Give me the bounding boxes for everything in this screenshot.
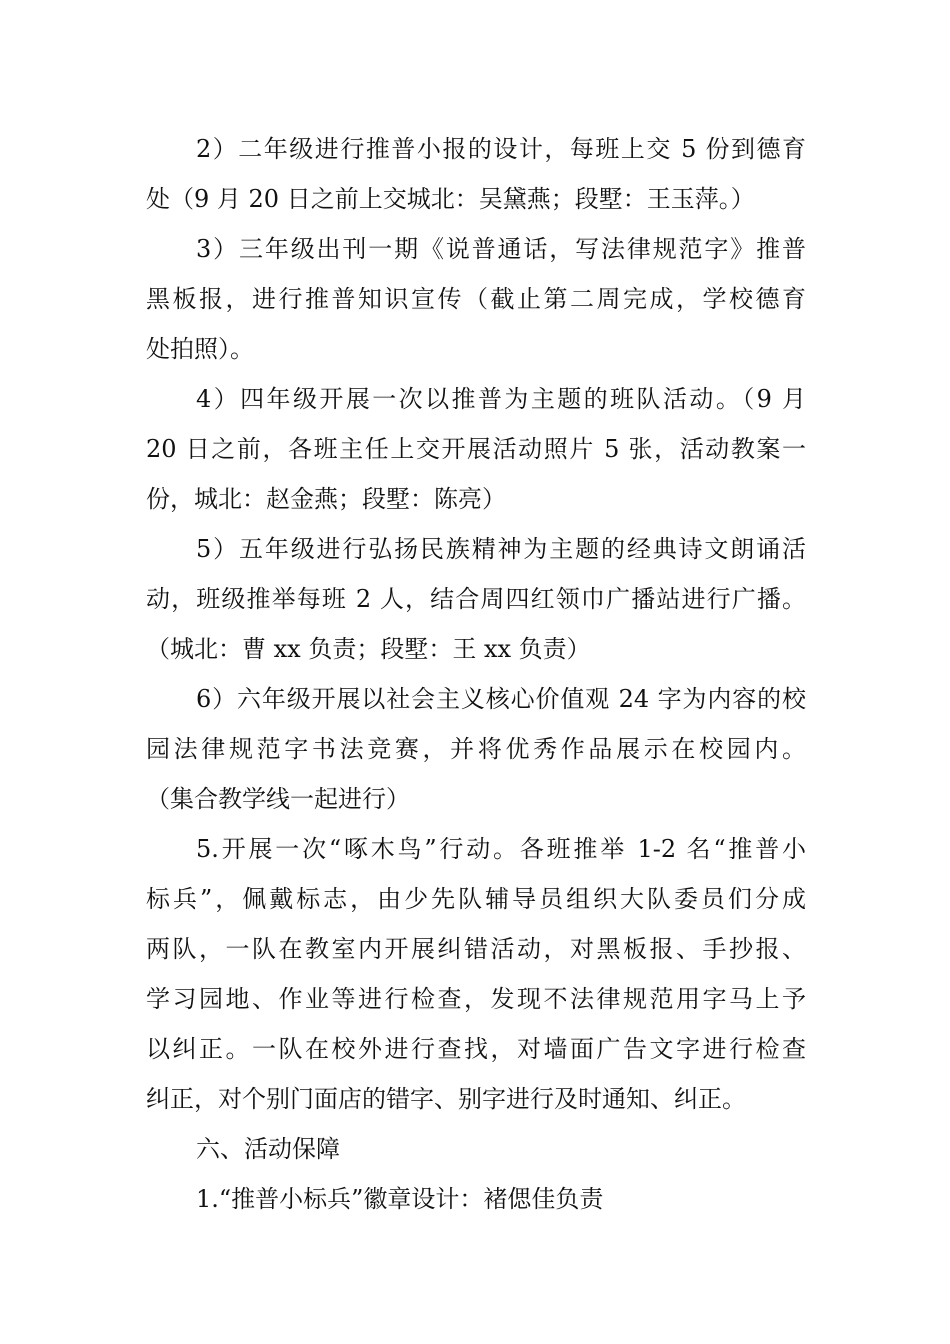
text-line: 1.“推普小标兵”徽章设计：褚偲佳负责 — [196, 1185, 604, 1213]
text-line: 20 日之前，各班主任上交开展活动照片 5 张，活动教案一 — [146, 435, 806, 463]
text-line: 处拍照）。 — [146, 335, 254, 363]
paragraph-guarantee-1 — [146, 1174, 806, 1224]
text-line: （城北：曹 xx 负责；段墅：王 xx 负责） — [146, 635, 591, 663]
document-body — [146, 124, 806, 1224]
paragraph-section-5 — [146, 824, 806, 1124]
text-line: 2）二年级进行推普小报的设计，每班上交 5 份到德育 — [196, 135, 806, 163]
paragraph-item-4 — [146, 374, 806, 524]
paragraph-item-5 — [146, 524, 806, 674]
paragraph-item-2 — [146, 124, 806, 224]
text-line: 纠正，对个别门面店的错字、别字进行及时通知、纠正。 — [146, 1085, 746, 1113]
section-heading: 六、活动保障 — [196, 1135, 340, 1163]
text-line: 黑板报，进行推普知识宣传（截止第二周完成，学校德育 — [146, 285, 806, 313]
text-line: 5）五年级进行弘扬民族精神为主题的经典诗文朗诵活 — [196, 535, 806, 563]
text-line: 份，城北：赵金燕；段墅：陈亮） — [146, 485, 506, 513]
text-line: 3）三年级出刊一期《说普通话，写法律规范字》推普 — [196, 235, 806, 263]
paragraph-item-6 — [146, 674, 806, 824]
text-line: 5.开展一次“啄木鸟”行动。各班推举 1-2 名“推普小 — [196, 835, 806, 863]
text-line: （集合教学线一起进行） — [146, 785, 410, 813]
text-line: 动，班级推举每班 2 人，结合周四红领巾广播站进行广播。 — [146, 585, 806, 613]
text-line: 4）四年级开展一次以推普为主题的班队活动。（9 月 — [196, 385, 806, 413]
text-line: 园法律规范字书法竞赛，并将优秀作品展示在校园内。 — [146, 735, 806, 763]
paragraph-item-3 — [146, 224, 806, 374]
text-line: 两队，一队在教室内开展纠错活动，对黑板报、手抄报、 — [146, 935, 806, 963]
text-line: 以纠正。一队在校外进行查找，对墙面广告文字进行检查 — [146, 1035, 806, 1063]
text-line: 学习园地、作业等进行检查，发现不法律规范用字马上予 — [146, 985, 806, 1013]
text-line: 标兵”，佩戴标志，由少先队辅导员组织大队委员们分成 — [146, 885, 806, 913]
text-line: 6）六年级开展以社会主义核心价值观 24 字为内容的校 — [196, 685, 806, 713]
section-heading-6 — [146, 1124, 806, 1174]
text-line: 处（9 月 20 日之前上交城北：吴黛燕；段墅：王玉萍。） — [146, 185, 755, 213]
